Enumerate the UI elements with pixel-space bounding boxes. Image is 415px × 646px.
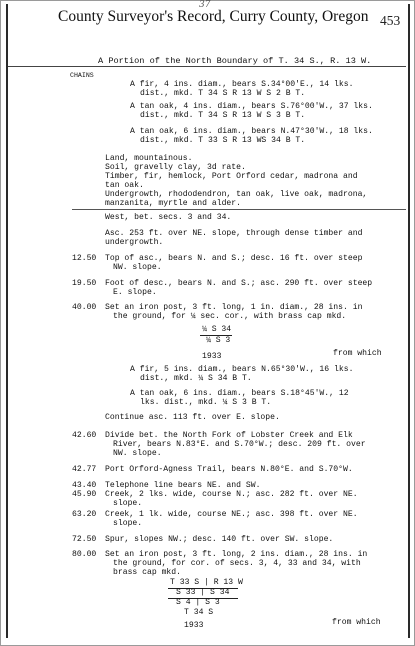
entry-text: the ground, for cor. of secs. 3, 4, 33 and 34, with bbox=[113, 559, 361, 568]
bearing-tree-2-line-1: A tan oak, 4 ins. diam., bears S.76°00'W., 37 lks. bbox=[130, 102, 373, 111]
entry-text: Creek, 1 lk. wide, course NE.; asc. 398 ft. over NE. bbox=[105, 510, 358, 519]
entry-text: slope. bbox=[113, 519, 143, 528]
description-line: tan oak. bbox=[105, 181, 144, 190]
description-line: Soil, gravelly clay, 3d rate. bbox=[105, 163, 246, 172]
entry-text: Spur, slopes NW.; desc. 140 ft. over SW. slope. bbox=[105, 535, 334, 544]
bearing-tree-3-line-2: dist., mkd. T 33 S R 13 WS 34 B T. bbox=[140, 136, 306, 145]
cap-mark-row: T 34 S bbox=[184, 608, 214, 617]
entry-text: NW. slope. bbox=[113, 449, 162, 458]
entry-distance: 19.50 bbox=[72, 279, 97, 288]
cap-mark-row: S 4 | S 3 bbox=[176, 598, 220, 607]
page-title: County Surveyor's Record, Curry County, Oregon bbox=[58, 8, 369, 25]
cap-mark-row: T 33 S | R 13 W bbox=[170, 578, 243, 587]
continue-note: Continue asc. 113 ft. over E. slope. bbox=[105, 413, 280, 422]
cap-mark-year: 1933 bbox=[202, 352, 222, 361]
entry-text: Telephone line bears NE. and SW. bbox=[105, 481, 261, 490]
cap-mark-bottom: ¼ S 3 bbox=[206, 336, 231, 345]
entry-text: Creek, 2 lks. wide, course N.; asc. 282 ft. over NE. bbox=[105, 490, 358, 499]
cap-mark-top: ¼ S 34 bbox=[202, 325, 232, 334]
bearing-tree-5-line-1: A tan oak, 6 ins. diam., bears S.18°45'W., 12 bbox=[130, 389, 349, 398]
bearing-tree-4-line-1: A fir, 5 ins. diam., bears N.65°30'W., 16 lks. bbox=[130, 365, 354, 374]
entry-distance: 43.40 bbox=[72, 481, 97, 490]
from-which-label: from which bbox=[332, 618, 381, 627]
bearing-tree-3-line-1: A tan oak, 6 ins. diam., bears N.47°30'W., 18 lks. bbox=[130, 127, 373, 136]
entry-distance: 42.60 bbox=[72, 431, 97, 440]
cap-mark-row: S 33 | S 34 bbox=[176, 588, 230, 597]
section-subtitle: A Portion of the North Boundary of T. 34 S., R. 13 W. bbox=[98, 56, 372, 66]
bearing-tree-4-line-2: dist., mkd. ¼ S 34 B T. bbox=[140, 374, 252, 383]
traverse-line: Asc. 253 ft. over NE. slope, through dense timber and bbox=[105, 229, 363, 238]
entry-text: slope. bbox=[113, 499, 143, 508]
entry-text: Set an iron post, 3 ft. long, 2 ins. diam., 28 ins. in bbox=[105, 550, 368, 559]
bearing-tree-2-line-2: dist., mkd. T 34 S R 13 W S 3 B T. bbox=[140, 111, 306, 120]
section-divider bbox=[72, 209, 406, 210]
bearing-tree-1-line-1: A fir, 4 ins. diam., bears S.34°00'E., 14 lks. bbox=[130, 80, 354, 89]
bearing-tree-5-line-2: lks. dist., mkd. ¼ S 3 B T. bbox=[140, 398, 272, 407]
from-which-label: from which bbox=[333, 349, 382, 358]
chains-column-label: CHAINS bbox=[70, 72, 94, 79]
description-line: Land, mountainous. bbox=[105, 154, 193, 163]
entry-text: brass cap mkd. bbox=[113, 568, 181, 577]
entry-text: Set an iron post, 3 ft. long, 1 in. diam., 28 ins. in bbox=[105, 303, 363, 312]
description-line: manzanita, myrtle and alder. bbox=[105, 199, 241, 208]
traverse-line: West, bet. secs. 3 and 34. bbox=[105, 213, 232, 222]
entry-text: River, bears N.83°E. and S.70°W.; desc. 209 ft. over bbox=[113, 440, 366, 449]
entry-text: NW. slope. bbox=[113, 263, 162, 272]
entry-text: Top of asc., bears N. and S.; desc. 16 ft. over steep bbox=[105, 254, 363, 263]
entry-distance: 80.00 bbox=[72, 550, 97, 559]
entry-distance: 72.50 bbox=[72, 535, 97, 544]
entry-text: E. slope. bbox=[113, 288, 157, 297]
header-rule bbox=[8, 66, 406, 67]
entry-distance: 40.00 bbox=[72, 303, 97, 312]
cap-mark-year: 1933 bbox=[184, 621, 204, 630]
bearing-tree-1-line-2: dist., mkd. T 34 S R 13 W S 2 B T. bbox=[140, 89, 306, 98]
entry-distance: 63.20 bbox=[72, 510, 97, 519]
description-line: Timber, fir, hemlock, Port Orford cedar, madrona and bbox=[105, 172, 358, 181]
entry-text: Divide bet. the North Fork of Lobster Creek and Elk bbox=[105, 431, 353, 440]
entry-text: the ground, for ¼ sec. cor., with brass cap mkd. bbox=[113, 312, 347, 321]
entry-text: Port Orford-Agness Trail, bears N.80°E. and S.70°W. bbox=[105, 465, 353, 474]
description-line: Undergrowth, rhododendron, tan oak, live oak, madrona, bbox=[105, 190, 368, 199]
traverse-line: undergrowth. bbox=[105, 238, 164, 247]
entry-distance: 42.77 bbox=[72, 465, 97, 474]
entry-text: Foot of desc., bears N. and S.; asc. 290 ft. over steep bbox=[105, 279, 373, 288]
handwritten-page-mark: 37 bbox=[199, 0, 211, 10]
entry-distance: 12.50 bbox=[72, 254, 97, 263]
page-number: 453 bbox=[380, 13, 401, 28]
entry-distance: 45.90 bbox=[72, 490, 97, 499]
